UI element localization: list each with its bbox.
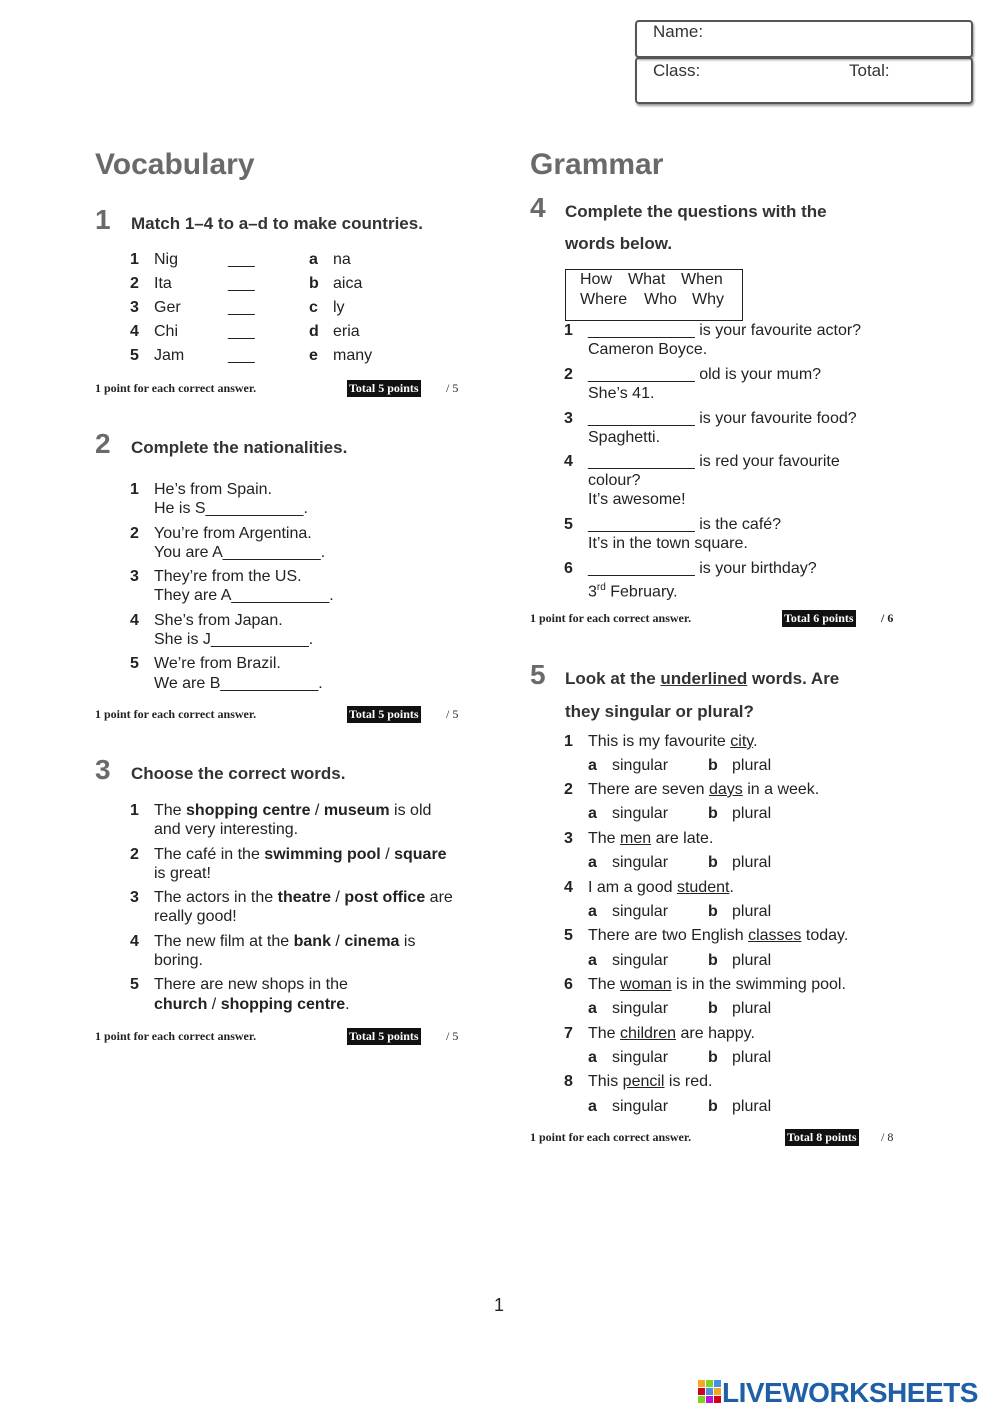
total-points-badge: Total 5 points [349,707,419,721]
word-bank-item: Where [580,291,628,308]
choice-option[interactable]: theatre [277,889,331,906]
answer-blank[interactable]: He is S___________. [154,500,308,517]
answer-blank[interactable]: ____________ is your favourite actor? [588,322,862,339]
answer-blank[interactable]: We are B___________. [154,675,323,692]
option-singular[interactable]: singular [612,854,669,871]
option-plural[interactable]: plural [732,805,772,822]
score-field: / 8 [881,1130,894,1144]
points-note: 1 point for each correct answer. [95,1029,257,1043]
total-points-badge: Total 5 points [349,381,419,395]
answer-blank[interactable]: ___ [228,323,255,340]
answer-blank[interactable]: ____________ is red your favourite [588,453,840,470]
exercise-2-number: 2 [95,428,111,459]
class-label: Class: [653,61,701,80]
name-label: Name: [653,22,704,41]
word-bank-item: How [580,271,613,288]
option-singular[interactable]: singular [612,1049,669,1066]
answer-blank[interactable]: They are A___________. [154,587,334,604]
choice-option[interactable]: square [394,846,447,863]
word-bank-item: What [628,271,666,288]
choice-option[interactable]: shopping centre [186,802,311,819]
score-field: / 5 [446,707,459,721]
choice-option[interactable]: museum [323,802,390,819]
option-plural[interactable]: plural [732,952,772,969]
points-note: 1 point for each correct answer. [530,611,692,625]
word-bank-item: Why [692,291,724,308]
name-box[interactable] [635,20,973,58]
exercise-1-number: 1 [95,204,111,235]
answer-blank[interactable]: ____________ is your favourite food? [588,410,857,427]
choice-option[interactable]: cinema [344,933,400,950]
option-singular[interactable]: singular [612,805,669,822]
choice-option[interactable]: bank [293,933,331,950]
exercise-3-number: 3 [95,754,111,785]
choice-option[interactable]: post office [344,889,426,906]
exercise-5-title-line2: they singular or plural? [565,702,754,721]
total-label: Total: [849,61,890,80]
answer-blank[interactable]: You are A___________. [154,544,326,561]
vocabulary-heading: Vocabulary [95,148,255,181]
exercise-5-number: 5 [530,659,546,690]
exercise-1-title: Match 1–4 to a–d to make countries. [131,214,423,233]
liveworksheets-grid-icon [698,1380,722,1408]
answer-blank[interactable]: She is J___________. [154,631,314,648]
class-total-box[interactable] [635,57,973,104]
total-points-badge: Total 5 points [349,1029,419,1043]
points-note: 1 point for each correct answer. [95,381,257,395]
exercise-4-title-line2: words below. [565,234,673,253]
answer-blank[interactable]: ____________ is your birthday? [588,560,817,577]
word-bank-item: When [681,271,723,288]
option-singular[interactable]: singular [612,757,669,774]
exercise-4-number: 4 [530,192,546,223]
total-points-badge: Total 6 points [784,611,854,625]
option-singular[interactable]: singular [612,1098,669,1115]
brand-logo-text: LIVEWORKSHEETS [722,1377,978,1408]
word-bank-item: Who [644,291,677,308]
points-note: 1 point for each correct answer. [95,707,257,721]
answer-blank[interactable]: ___ [228,299,255,316]
score-field: / 5 [446,381,459,395]
answer-blank[interactable]: ___ [228,275,255,292]
option-singular[interactable]: singular [612,1000,669,1017]
score-field: / 6 [881,611,894,625]
exercise-4-title-line1: Complete the questions with the [565,202,827,221]
answer-blank[interactable]: ___ [228,251,255,268]
word-bank [565,269,743,321]
option-plural[interactable]: plural [732,1049,772,1066]
choice-option[interactable]: church [154,996,208,1013]
option-plural[interactable]: plural [732,757,772,774]
choice-option[interactable]: shopping centre [220,996,346,1013]
grammar-heading: Grammar [530,148,664,181]
answer-blank[interactable]: ____________ is the café? [588,516,782,533]
exercise-3-title: Choose the correct words. [131,764,346,783]
points-note: 1 point for each correct answer. [530,1130,692,1144]
option-plural[interactable]: plural [732,903,772,920]
total-points-badge: Total 8 points [787,1130,857,1144]
option-singular[interactable]: singular [612,903,669,920]
option-singular[interactable]: singular [612,952,669,969]
answer-blank[interactable]: ___ [228,347,255,364]
score-field: / 5 [446,1029,459,1043]
answer-blank[interactable]: ____________ old is your mum? [588,366,822,383]
option-plural[interactable]: plural [732,854,772,871]
choice-option[interactable]: swimming pool [264,846,381,863]
page-number: 1 [494,1295,505,1315]
exercise-5-title-line1: Look at the underlined words. Are [565,669,840,688]
exercise-2-title: Complete the nationalities. [131,438,348,457]
option-plural[interactable]: plural [732,1098,772,1115]
option-plural[interactable]: plural [732,1000,772,1017]
